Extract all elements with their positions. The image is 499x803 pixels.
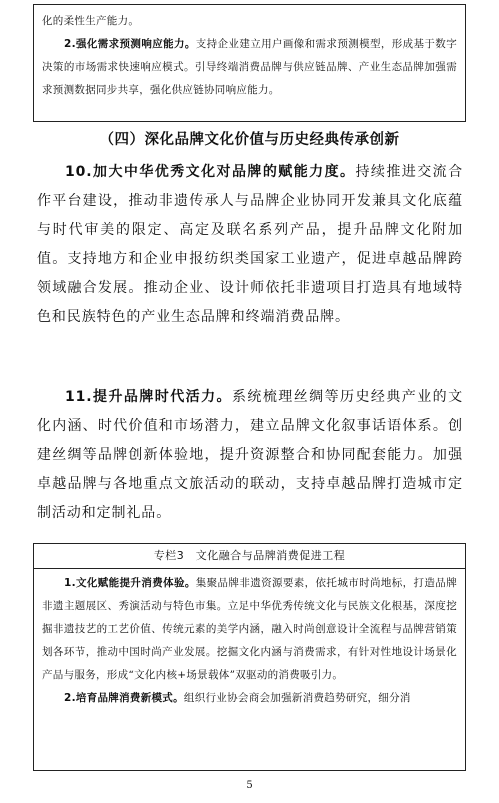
paragraph-10-lead: 10.加大中华优秀文化对品牌的赋能力度。	[65, 164, 356, 180]
top-box-item-2-text: 支持企业建立用户画像和需求预测模型，形成基于数字决策的市场需求快速响应模式。引导终端消费品牌与供应链品牌、产业生态品牌加强需求预测数据同步共享，强化供应链协同响应能力。	[42, 38, 457, 96]
bottom-box-item-1	[42, 572, 457, 687]
paragraph-10	[37, 158, 463, 332]
top-box-item-2-lead: 2.强化需求预测响应能力。	[64, 38, 196, 50]
paragraph-11-text: 系统梳理丝绸等历史经典产业的文化内涵、时代价值和市场潜力，建立品牌文化叙事话语体系。创建丝绸等品牌创新体验地，提升资源整合和协同配套能力。加强卓越品牌与各地重点文旅活动的联动，支持卓越品牌打造城市定制活动和定制礼品。	[37, 389, 464, 521]
page-number: 5	[246, 780, 253, 791]
paragraph-11-lead: 11.提升品牌时代活力。	[65, 389, 232, 405]
paragraph-11	[37, 383, 463, 528]
bottom-box-item-1-text: 集聚品牌非遗资源要素，依托城市时尚地标，打造品牌非遗主题展区、秀演活动与特色市集。立足中华优秀传统文化与民族文化根基，深度挖掘非遗技艺的工艺价值、传统元素的美学内涵，融入时尚创意设计全流程与品牌营销策划各环节，推动中国时尚产业发展。挖掘文化内涵与消费需求，有针对性地设计场景化产品与服务，形成“文化内核+场景载体”双驱动的消费吸引力。	[42, 577, 457, 681]
bottom-box-body	[34, 569, 465, 710]
bottom-box	[33, 543, 466, 771]
top-box	[33, 4, 466, 122]
bottom-box-item-2	[42, 687, 457, 710]
bottom-box-item-1-lead: 1.文化赋能提升消费体验。	[64, 577, 196, 589]
section-heading: （四）深化品牌文化价值与历史经典传承创新	[99, 132, 400, 148]
bottom-box-title: 专栏3 文化融合与品牌消费促进工程	[34, 544, 465, 569]
top-box-item-2	[42, 33, 457, 102]
top-box-fragment: 化的柔性生产能力。	[42, 15, 140, 27]
bottom-box-item-2-text: 组织行业协会商会加强新消费趋势研究，细分消	[183, 692, 411, 704]
paragraph-10-text: 持续推进交流合作平台建设，推动非遗传承人与品牌企业协同开发兼具文化底蕴与时代审美的限定、高定及联名系列产品，提升品牌文化附加值。支持地方和企业申报纺织类国家工业遗产，促进卓越品牌跨领域融合发展。推动企业、设计师依托非遗项目打造具有地域特色和民族特色的产业生态品牌和终端消费品牌。	[37, 164, 463, 325]
bottom-box-item-2-lead: 2.培育品牌消费新模式。	[64, 692, 184, 704]
